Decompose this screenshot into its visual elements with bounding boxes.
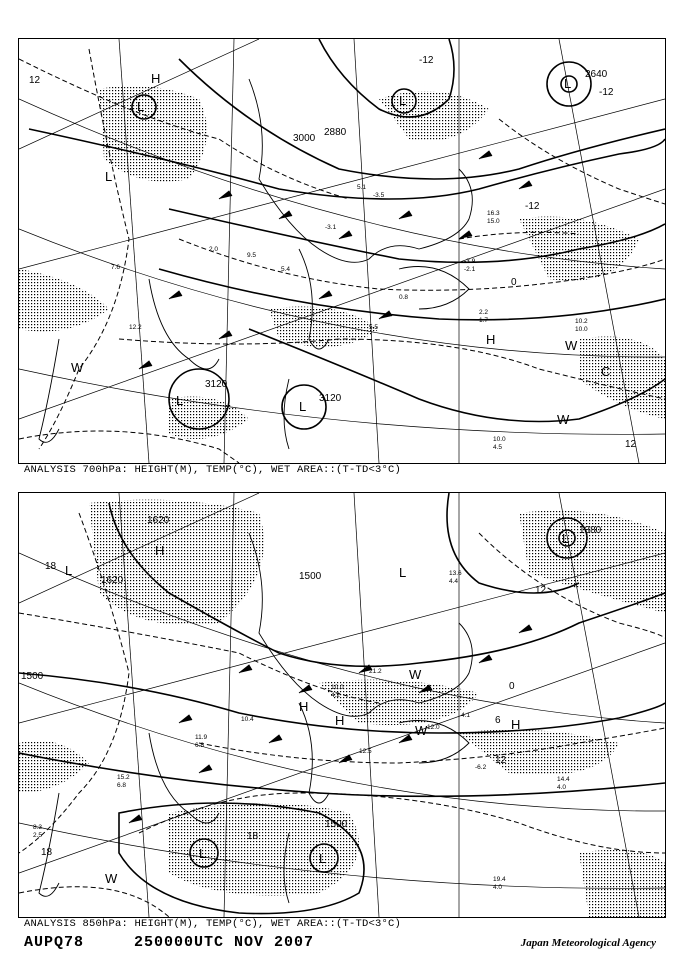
station-value: 10.2 xyxy=(575,318,588,325)
contour-label: 18 xyxy=(41,847,53,858)
system-marker: C xyxy=(601,364,611,379)
station-value: 5.5 xyxy=(369,324,379,331)
system-marker: H xyxy=(151,71,161,86)
station-value: 2.5 xyxy=(33,832,43,839)
station-value: -3.1 xyxy=(325,224,337,231)
system-marker: L xyxy=(399,565,407,580)
map-850hpa-canvas xyxy=(19,493,665,917)
station-value: 4.2 xyxy=(331,692,341,699)
system-marker: W xyxy=(105,871,118,886)
system-marker: W xyxy=(415,723,428,738)
contour-label: 0 xyxy=(511,277,517,288)
system-marker: H xyxy=(155,543,165,558)
contour-label: 2640 xyxy=(585,69,608,80)
station-value: 4.0 xyxy=(557,784,567,791)
contour-label: 1500 xyxy=(299,571,322,582)
contour-label: 1620 xyxy=(101,575,124,586)
system-marker: H xyxy=(511,717,521,732)
system-marker: W xyxy=(71,360,84,375)
system-marker: H xyxy=(486,332,496,347)
station-value: 19.4 xyxy=(493,876,506,883)
station-value: 14.4 xyxy=(557,776,570,783)
system-marker: L xyxy=(319,851,327,866)
contour-label: 12 xyxy=(29,75,41,86)
station-value: 16.3 xyxy=(487,210,500,217)
contour-label: 1500 xyxy=(325,819,348,830)
station-value: 21.2 xyxy=(369,668,382,675)
station-value: 13.6 xyxy=(449,570,462,577)
station-value: 15.0 xyxy=(487,218,500,225)
station-value: 10.4 xyxy=(241,716,254,723)
map-850hpa xyxy=(18,492,666,918)
station-value: 6.8 xyxy=(117,782,127,789)
system-marker: H xyxy=(335,713,345,728)
map-700hpa-canvas xyxy=(19,39,665,463)
contour-label: 1620 xyxy=(147,515,170,526)
system-marker: L xyxy=(105,169,113,184)
station-value: 4.4 xyxy=(449,578,459,585)
contour-label: 6 xyxy=(495,715,501,726)
contour-label: -12 xyxy=(525,201,540,212)
contour-label: 3120 xyxy=(205,379,228,390)
station-value: 11.9 xyxy=(195,734,208,741)
bulletin-code: AUPQ78 250000UTC NOV 2007 xyxy=(24,934,315,951)
system-marker: W xyxy=(565,338,578,353)
system-marker: L xyxy=(199,846,207,861)
station-value: 6.8 xyxy=(195,742,205,749)
station-value: 1.7 xyxy=(479,317,489,324)
contour-label: 2880 xyxy=(324,127,347,138)
contour-label: -12 xyxy=(599,87,614,98)
system-marker: L xyxy=(137,99,145,114)
station-value: 10.0 xyxy=(331,684,344,691)
system-marker: L xyxy=(299,399,307,414)
contour-label: 18 xyxy=(247,831,259,842)
system-marker: L xyxy=(562,531,570,546)
contour-label: 18 xyxy=(45,561,57,572)
station-value: 12.2 xyxy=(129,324,142,331)
contour-label: 1500 xyxy=(21,671,44,682)
wet-areas xyxy=(19,500,665,917)
station-value: -6.2 xyxy=(475,764,487,771)
station-value: 5.1 xyxy=(357,184,367,191)
station-value: 0.8 xyxy=(399,294,409,301)
contour-label: 3000 xyxy=(293,133,316,144)
station-value: 4.1 xyxy=(461,712,471,719)
station-value: 5.4 xyxy=(281,266,291,273)
contour-label: 0 xyxy=(509,681,515,692)
station-value: 8.3 xyxy=(33,824,43,831)
caption-700hpa: ANALYSIS 700hPa: HEIGHT(M), TEMP(°C), WET AREA::(T-TD<3°C) xyxy=(24,464,402,476)
system-marker: H xyxy=(299,699,309,714)
station-value: 7.6 xyxy=(111,264,121,271)
contour-label: -12 xyxy=(419,55,434,66)
wet-areas xyxy=(19,86,665,439)
system-marker: L xyxy=(65,563,73,578)
contour-label: 12 xyxy=(625,439,637,450)
map-700hpa xyxy=(18,38,666,464)
station-value: 12.0 xyxy=(427,724,440,731)
station-value: 4.5 xyxy=(493,444,503,451)
station-value: 10.0 xyxy=(575,326,588,333)
station-value: 12.5 xyxy=(359,748,372,755)
contour-label: 12 xyxy=(495,755,507,766)
contour-label: 1380 xyxy=(579,525,602,536)
station-value: 2.0 xyxy=(209,246,219,253)
station-value: 9.5 xyxy=(247,252,257,259)
caption-850hpa: ANALYSIS 850hPa: HEIGHT(M), TEMP(°C), WET AREA::(T-TD<3°C) xyxy=(24,918,402,930)
contour-label: 12 xyxy=(535,585,547,596)
station-value: -3.9 xyxy=(464,258,476,265)
station-value: 2.2 xyxy=(479,309,489,316)
system-marker: L xyxy=(399,93,407,108)
station-value: 4.0 xyxy=(493,884,503,891)
system-marker: W xyxy=(557,412,570,427)
station-value: -3.5 xyxy=(373,192,385,199)
contour-label: 3120 xyxy=(319,393,342,404)
station-value: 15.2 xyxy=(117,774,130,781)
system-marker: L xyxy=(176,393,184,408)
system-marker: L xyxy=(564,76,572,91)
station-value: 10.0 xyxy=(493,436,506,443)
system-marker: W xyxy=(409,667,422,682)
agency-credit: Japan Meteorological Agency xyxy=(520,937,656,949)
station-value: -2.1 xyxy=(464,266,476,273)
